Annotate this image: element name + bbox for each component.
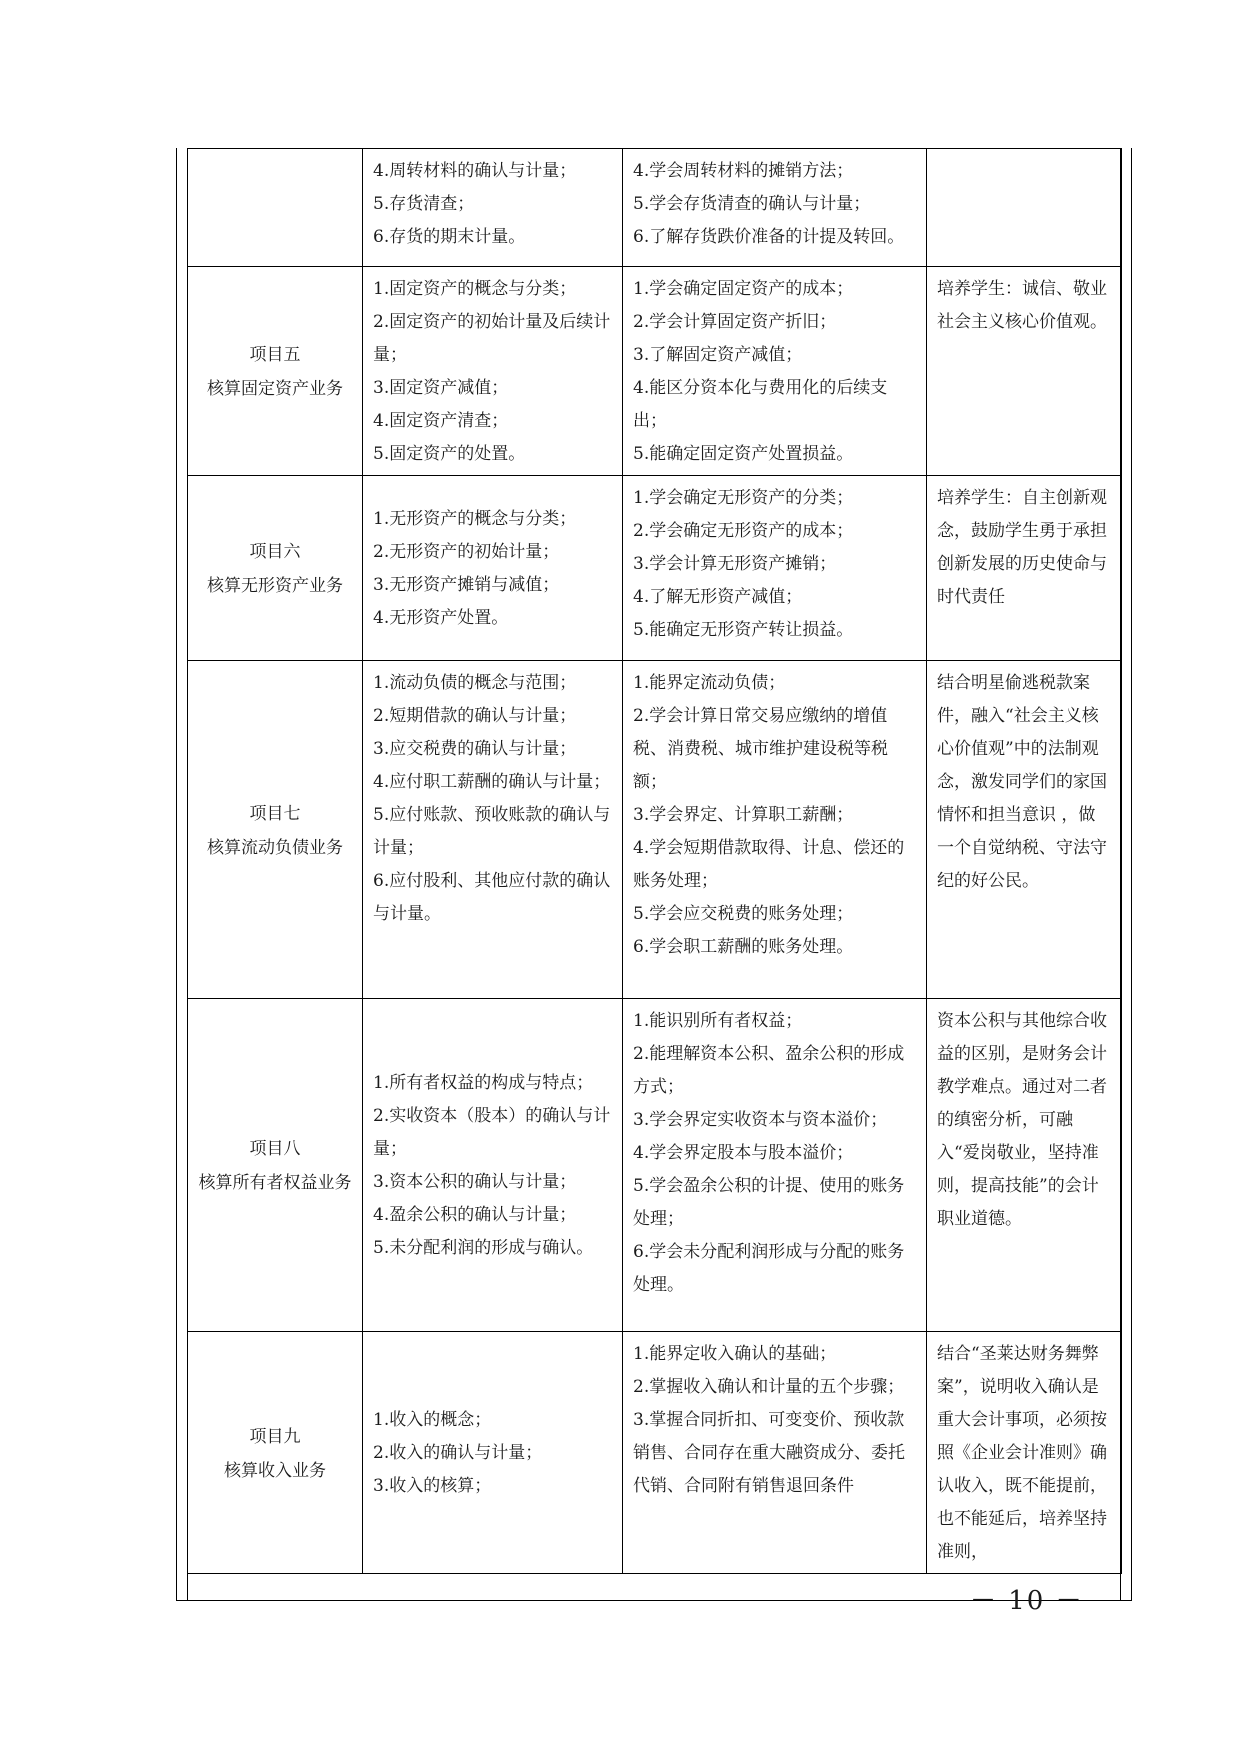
content-cell xyxy=(363,267,623,476)
list-item: 5.学会存货清查的确认与计量； xyxy=(633,194,871,214)
skills-cell xyxy=(623,149,927,267)
content-cell xyxy=(363,661,623,999)
project-cell xyxy=(188,661,363,999)
list-item: 5.能确定固定资产处置损益。 xyxy=(633,444,854,464)
table-row xyxy=(188,1332,1122,1574)
table-row xyxy=(188,149,1122,267)
list-item: 2.能理解资本公积、盈余公积的形成方式； xyxy=(633,1044,905,1097)
list-item: 1.所有者权益的构成与特点； xyxy=(373,1073,594,1093)
list-item: 4.固定资产清查； xyxy=(373,411,509,431)
ideology-cell: 结合明星偷逃税款案件，融入“社会主义核心价值观”中的法制观念，激发同学们的家国情怀和担当意识 ，做一个自觉纳税、守法守纪的好公民。 xyxy=(927,661,1122,999)
list-item: 2.实收资本（股本）的确认与计量； xyxy=(373,1106,611,1159)
list-item: 1.学会确定无形资产的分类； xyxy=(633,488,854,508)
list-item: 3.学会计算无形资产摊销； xyxy=(633,554,837,574)
list-item: 5.固定资产的处置。 xyxy=(373,444,526,464)
list-item: 1.能界定收入确认的基础； xyxy=(633,1344,837,1364)
list-item: 1.流动负债的概念与范围； xyxy=(373,673,577,693)
list-item: 6.学会未分配利润形成与分配的账务处理。 xyxy=(633,1242,905,1295)
list-item: 4.了解无形资产减值； xyxy=(633,587,803,607)
list-item: 5.应付账款、预收账款的确认与计量； xyxy=(373,805,611,858)
list-item: 4.无形资产处置。 xyxy=(373,608,509,628)
list-item: 6.了解存货跌价准备的计提及转回。 xyxy=(633,227,905,247)
list-item: 5.学会应交税费的账务处理； xyxy=(633,904,854,924)
skills-cell xyxy=(623,661,927,999)
list-item: 4.学会短期借款取得、计息、偿还的账务处理； xyxy=(633,838,905,891)
page-number: － 10 － xyxy=(970,1586,1084,1616)
table-row xyxy=(188,267,1122,476)
project-cell xyxy=(188,149,363,267)
list-item: 2.学会计算日常交易应缴纳的增值税、消费税、城市维护建设税等税额； xyxy=(633,706,888,792)
content-cell xyxy=(363,476,623,661)
project-title: 核算固定资产业务 xyxy=(207,379,343,399)
list-item: 2.短期借款的确认与计量； xyxy=(373,706,577,726)
content-cell xyxy=(363,1332,623,1574)
skills-cell xyxy=(623,267,927,476)
project-number: 项目六 xyxy=(249,542,301,562)
list-item: 2.学会计算固定资产折旧； xyxy=(633,312,837,332)
list-item: 4.学会周转材料的摊销方法； xyxy=(633,161,854,181)
skills-cell xyxy=(623,476,927,661)
ideology-cell xyxy=(927,149,1122,267)
project-number: 项目五 xyxy=(249,345,301,365)
skills-cell xyxy=(623,999,927,1332)
list-item: 3.了解固定资产减值； xyxy=(633,345,803,365)
list-item: 4.周转材料的确认与计量； xyxy=(373,161,577,181)
list-item: 2.无形资产的初始计量； xyxy=(373,542,560,562)
list-item: 3.学会界定实收资本与资本溢价； xyxy=(633,1110,888,1130)
ideology-cell: 结合“圣莱达财务舞弊案”，说明收入确认是重大会计事项，必须按照《企业会计准则》确认收入，既不能提前，也不能延后，培养坚持准则， xyxy=(927,1332,1122,1574)
project-cell xyxy=(188,1332,363,1574)
list-item: 5.未分配利润的形成与确认。 xyxy=(373,1238,594,1258)
list-item: 3.收入的核算； xyxy=(373,1476,492,1496)
list-item: 3.资本公积的确认与计量； xyxy=(373,1172,577,1192)
list-item: 2.收入的确认与计量； xyxy=(373,1443,543,1463)
list-item: 3.无形资产摊销与减值； xyxy=(373,575,560,595)
project-cell xyxy=(188,476,363,661)
table-row xyxy=(188,476,1122,661)
project-number: 项目八 xyxy=(249,1139,301,1159)
list-item: 4.盈余公积的确认与计量； xyxy=(373,1205,577,1225)
list-item: 5.学会盈余公积的计提、使用的账务处理； xyxy=(633,1176,905,1229)
project-cell xyxy=(188,267,363,476)
list-item: 4.学会界定股本与股本溢价； xyxy=(633,1143,854,1163)
ideology-cell: 培养学生：诚信、敬业社会主义核心价值观。 xyxy=(927,267,1122,476)
table-row xyxy=(188,999,1122,1332)
list-item: 1.收入的概念； xyxy=(373,1410,492,1430)
content-cell xyxy=(363,149,623,267)
project-title: 核算收入业务 xyxy=(224,1460,326,1481)
list-item: 1.能识别所有者权益； xyxy=(633,1011,803,1031)
list-item: 1.学会确定固定资产的成本； xyxy=(633,279,854,299)
table-row xyxy=(188,661,1122,999)
list-item: 2.掌握收入确认和计量的五个步骤； xyxy=(633,1377,905,1397)
course-content-table xyxy=(187,148,1122,1574)
list-item: 4.能区分资本化与费用化的后续支出； xyxy=(633,378,888,431)
list-item: 3.掌握合同折扣、可变变价、预收款销售、合同存在重大融资成分、委托代销、合同附有销售退回条件 xyxy=(633,1410,905,1496)
list-item: 6.存货的期末计量。 xyxy=(373,227,526,247)
list-item: 1.无形资产的概念与分类； xyxy=(373,509,577,529)
list-item: 4.应付职工薪酬的确认与计量； xyxy=(373,772,611,792)
list-item: 3.固定资产减值； xyxy=(373,378,509,398)
project-title: 核算无形资产业务 xyxy=(207,576,343,596)
list-item: 6.学会职工薪酬的账务处理。 xyxy=(633,937,854,957)
list-item: 5.能确定无形资产转让损益。 xyxy=(633,620,854,640)
project-title: 核算流动负债业务 xyxy=(207,837,343,858)
list-item: 2.固定资产的初始计量及后续计量； xyxy=(373,312,611,365)
ideology-cell: 资本公积与其他综合收益的区别，是财务会计教学难点。通过对二者的缜密分析，可融入“爱岗敬业，坚持准则，提高技能”的会计职业道德。 xyxy=(927,999,1122,1332)
list-item: 6.应付股利、其他应付款的确认与计量。 xyxy=(373,871,611,924)
list-item: 3.应交税费的确认与计量； xyxy=(373,739,577,759)
list-item: 1.能界定流动负债； xyxy=(633,673,786,693)
project-number: 项目七 xyxy=(249,803,301,824)
skills-cell xyxy=(623,1332,927,1574)
project-number: 项目九 xyxy=(249,1426,301,1447)
list-item: 2.学会确定无形资产的成本； xyxy=(633,521,854,541)
ideology-cell: 培养学生：自主创新观念，鼓励学生勇于承担创新发展的历史使命与时代责任 xyxy=(927,476,1122,661)
list-item: 3.学会界定、计算职工薪酬； xyxy=(633,805,854,825)
list-item: 1.固定资产的概念与分类； xyxy=(373,279,577,299)
project-title: 核算所有者权益业务 xyxy=(198,1173,352,1193)
project-cell xyxy=(188,999,363,1332)
content-cell xyxy=(363,999,623,1332)
list-item: 5.存货清查； xyxy=(373,194,475,214)
